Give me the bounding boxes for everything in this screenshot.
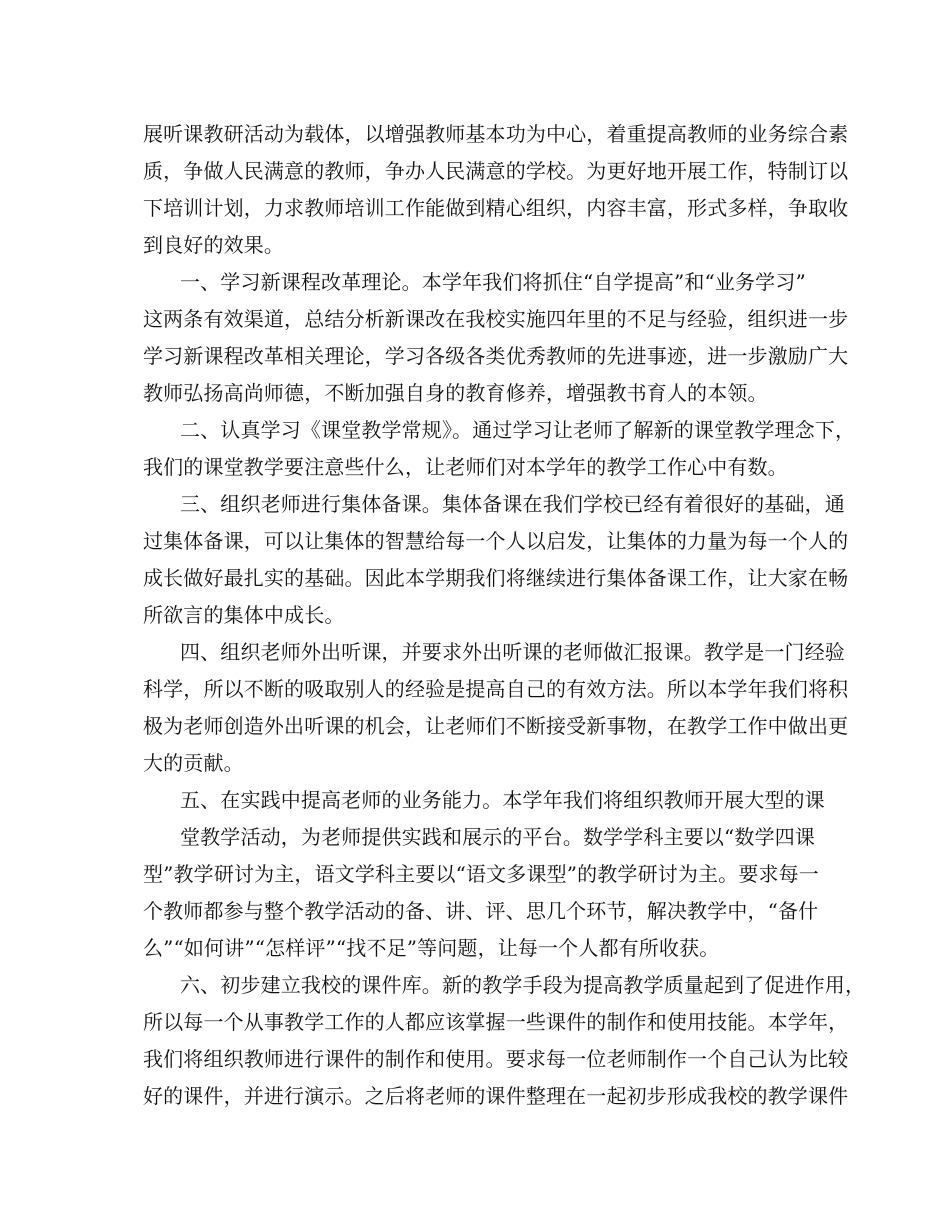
text-line: 到良好的效果。 [143, 233, 285, 257]
paragraph-heading-line: 一、学习新课程改革理论。本学年我们将抓住“自学提高”和“业务学习” [180, 270, 806, 294]
text-line: 成长做好最扎实的基础。因此本学期我们将继续进行集体备课工作，让大家在畅 [143, 566, 849, 590]
paragraph-heading-line: 三、组织老师进行集体备课。集体备课在我们学校已经有着很好的基础，通 [180, 492, 845, 516]
text-line: 我们将组织教师进行课件的制作和使用。要求每一位老师制作一个自己认为比较 [143, 1047, 849, 1071]
text-line: 型”教学研讨为主，语文学科主要以“语文多课型”的教学研讨为主。要求每一 [143, 862, 819, 886]
text-line: 所欲言的集体中成长。 [143, 603, 345, 627]
text-line: 个教师都参与整个教学活动的备、讲、评、思几个环节，解决教学中，“备什 [143, 899, 819, 923]
text-line: 过集体备课，可以让集体的智慧给每一个人以启发，让集体的力量为每一个人的 [143, 529, 849, 553]
text-line: 展听课教研活动为载体，以增强教师基本功为中心，着重提高教师的业务综合素 [143, 122, 849, 146]
text-line: 学习新课程改革相关理论，学习各级各类优秀教师的先进事迹，进一步激励广大 [143, 344, 849, 368]
text-line: 好的课件，并进行演示。之后将老师的课件整理在一起初步形成我校的教学课件 [143, 1084, 849, 1108]
text-line: 堂教学活动，为老师提供实践和展示的平台。数学学科主要以“数学四课 [180, 825, 816, 849]
paragraph-heading-line: 六、初步建立我校的课件库。新的教学手段为提高教学质量起到了促进作用， [180, 973, 866, 997]
text-line: 下培训计划，力求教师培训工作能做到精心组织，内容丰富，形式多样，争取收 [143, 196, 849, 220]
text-line: 这两条有效渠道，总结分析新课改在我校实施四年里的不足与经验，组织进一步 [143, 307, 849, 331]
text-line: 么”“如何讲”“怎样评”“找不足”等问题，让每一个人都有所收获。 [143, 936, 720, 960]
text-line: 我们的课堂教学要注意些什么，让老师们对本学年的教学工作心中有数。 [143, 455, 788, 479]
text-line: 大的贡献。 [143, 751, 244, 775]
text-line: 教师弘扬高尚师德，不断加强自身的教育修养，增强教书育人的本领。 [143, 381, 768, 405]
text-line: 质，争做人民满意的教师，争办人民满意的学校。为更好地开展工作，特制订以 [143, 159, 849, 183]
paragraph-heading-line: 二、认真学习《课堂教学常规》。通过学习让老师了解新的课堂教学理念下， [180, 418, 856, 442]
text-line: 极为老师创造外出听课的机会，让老师们不断接受新事物，在教学工作中做出更 [143, 714, 849, 738]
text-line: 科学，所以不断的吸取别人的经验是提高自己的有效方法。所以本学年我们将积 [143, 677, 849, 701]
paragraph-heading-line: 五、在实践中提高老师的业务能力。本学年我们将组织教师开展大型的课 [180, 788, 825, 812]
paragraph-heading-line: 四、组织老师外出听课，并要求外出听课的老师做汇报课。教学是一门经验 [180, 640, 845, 664]
text-line: 所以每一个从事教学工作的人都应该掌握一些课件的制作和使用技能。本学年， [143, 1010, 849, 1034]
